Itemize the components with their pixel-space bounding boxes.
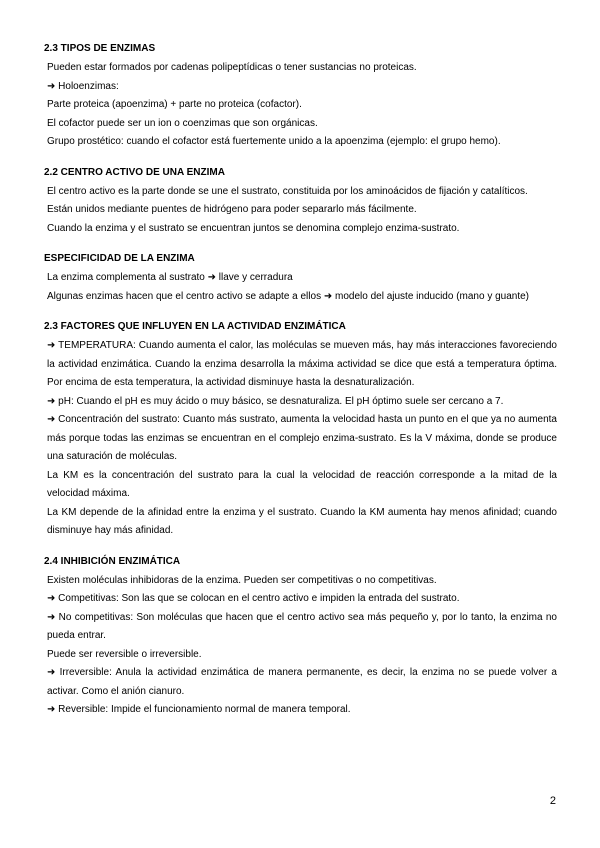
section-heading: ESPECIFICIDAD DE LA ENZIMA bbox=[44, 253, 195, 264]
page-number: 2 bbox=[549, 795, 556, 807]
paragraph: ➜ No competitivas: Son moléculas que hacen que el centro activo sea más pequeño y, por lo tanto, la enzima no pueda entrar. bbox=[47, 611, 557, 641]
paragraph: La enzima complementa al sustrato ➜ llave y cerradura bbox=[47, 272, 293, 283]
paragraph: ➜ Concentración del sustrato: Cuanto más sustrato, aumenta la velocidad hasta un punto en el que ya no aumenta más porque todas las enzimas se encuentran en el complejo enzima-sustrato. Es la V máxima, donde se produce una saturación de moléculas. bbox=[47, 414, 557, 462]
paragraph: ➜ Competitivas: Son las que se colocan en el centro activo e impiden la entrada del sustrato. bbox=[47, 593, 460, 604]
paragraph: La KM depende de la afinidad entre la enzima y el sustrato. Cuando la KM aumenta hay menos afinidad; cuando disminuye hay más afinidad. bbox=[47, 506, 557, 536]
paragraph: ➜ Reversible: Impide el funcionamiento normal de manera temporal. bbox=[47, 704, 351, 715]
paragraph: La KM es la concentración del sustrato para la cual la velocidad de reacción corresponde a la mitad de la velocidad máxima. bbox=[47, 469, 557, 499]
section-tipos-de-enzimas bbox=[44, 40, 557, 152]
paragraph: Grupo prostético: cuando el cofactor está fuertemente unido a la apoenzima (ejemplo: el grupo hemo). bbox=[47, 136, 501, 147]
paragraph: ➜ TEMPERATURA: Cuando aumenta el calor, las moléculas se mueven más, hay más interacciones favoreciendo la actividad enzimática. Cuando la enzima desarrolla la máxima actividad se dice que está a temperatura óptima. Por encima de esta temperatura, la actividad disminuye hasta la desnaturalización. bbox=[47, 340, 557, 388]
paragraph: Están unidos mediante puentes de hidrógeno para poder separarlo más fácilmente. bbox=[47, 204, 417, 215]
paragraph: Existen moléculas inhibidoras de la enzima. Pueden ser competitivas o no competitivas. bbox=[47, 574, 437, 586]
section-inhibicion bbox=[44, 553, 557, 720]
section-heading: 2.3 TIPOS DE ENZIMAS bbox=[44, 43, 156, 54]
section-factores bbox=[44, 318, 557, 541]
section-heading: 2.3 FACTORES QUE INFLUYEN EN LA ACTIVIDAD ENZIMÁTICA bbox=[44, 321, 346, 332]
paragraph: Parte proteica (apoenzima) + parte no proteica (cofactor). bbox=[47, 99, 302, 110]
paragraph: ➜ Irreversible: Anula la actividad enzimática de manera permanente, es decir, la enzima no se puede volver a activar. Como el anión cianuro. bbox=[47, 667, 557, 697]
paragraph: Puede ser reversible o irreversible. bbox=[47, 648, 202, 660]
paragraph: Pueden estar formados por cadenas polipeptídicas o tener sustancias no proteicas. bbox=[47, 62, 417, 73]
section-especificidad bbox=[44, 250, 557, 306]
paragraph: Cuando la enzima y el sustrato se encuentran juntos se denomina complejo enzima-sustrato. bbox=[47, 222, 460, 234]
section-heading: 2.2 CENTRO ACTIVO DE UNA ENZIMA bbox=[44, 166, 225, 178]
paragraph: Algunas enzimas hacen que el centro activo se adapte a ellos ➜ modelo del ajuste inducido (mano y guante) bbox=[47, 290, 530, 302]
document-page bbox=[44, 40, 557, 732]
section-heading: 2.4 INHIBICIÓN ENZIMÁTICA bbox=[44, 555, 181, 567]
paragraph: ➜ pH: Cuando el pH es muy ácido o muy básico, se desnaturaliza. El pH óptimo suele ser cercano a 7. bbox=[47, 395, 504, 407]
section-centro-activo bbox=[44, 164, 557, 239]
paragraph: El cofactor puede ser un ion o coenzimas que son orgánicas. bbox=[47, 117, 318, 129]
paragraph: ➜ Holoenzimas: bbox=[47, 80, 119, 92]
paragraph: El centro activo es la parte donde se une el sustrato, constituida por los aminoácidos de fijación y catalíticos. bbox=[47, 185, 528, 197]
